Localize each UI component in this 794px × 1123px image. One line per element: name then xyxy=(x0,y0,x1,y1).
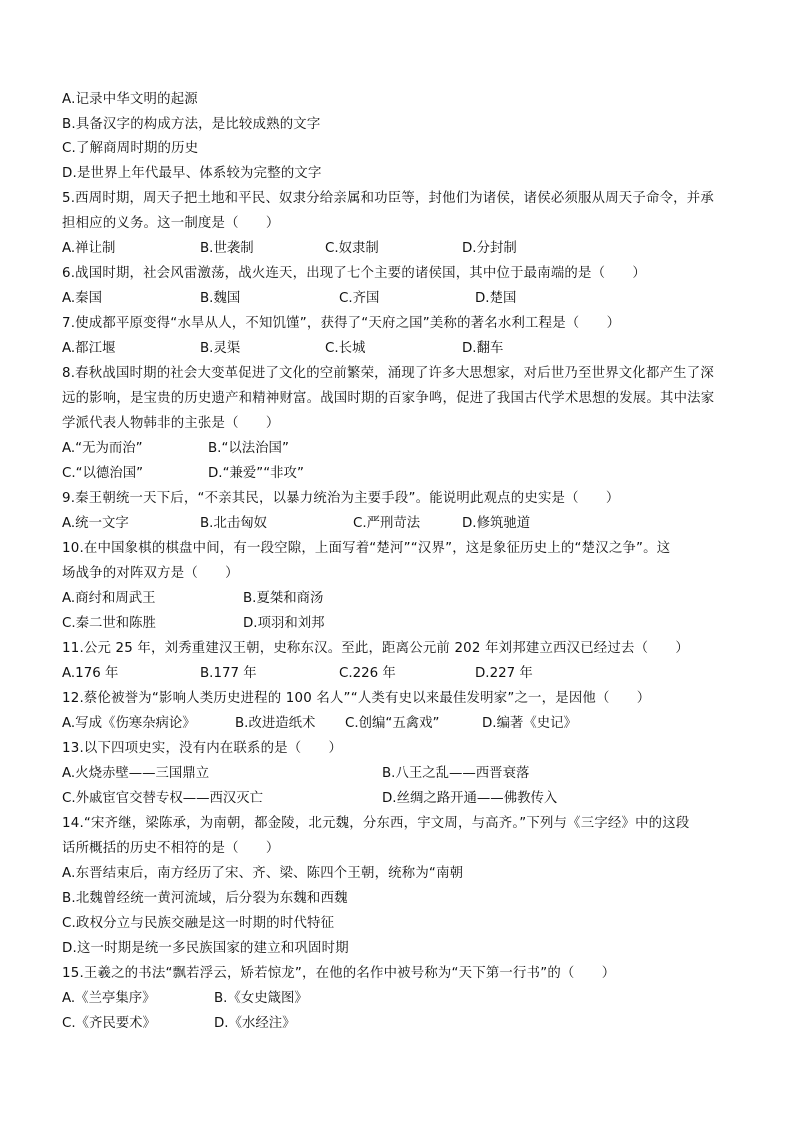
q7-stem: 7.使成都平原变得“水旱从人，不知饥馑”，获得了“天府之国”美称的著名水利工程是（ ） xyxy=(62,316,621,331)
q13-option-a: A.火烧赤壁——三国鼎立 xyxy=(62,766,210,781)
q9-stem: 9.秦王朝统一天下后，“不亲其民，以暴力统治为主要手段”。能说明此观点的史实是（ ） xyxy=(62,491,620,506)
q8-stem-line1: 8.春秋战国时期的社会大变革促进了文化的空前繁荣，涌现了许多大思想家，对后世乃至世界文化都产生了深 xyxy=(62,366,714,381)
q14-option-c: C.政权分立与民族交融是这一时期的时代特征 xyxy=(62,916,335,931)
q12-option-d: D.编著《史记》 xyxy=(482,716,577,731)
q7-option-b: B.灵渠 xyxy=(200,341,241,356)
q8-option-b: B.“以法治国” xyxy=(208,441,289,456)
q7-option-d: D.翻车 xyxy=(462,341,504,356)
q6-option-d: D.楚国 xyxy=(475,291,517,306)
q10-option-a: A.商纣和周武王 xyxy=(62,591,156,606)
q6-option-c: C.齐国 xyxy=(339,291,380,306)
q12-option-c: C.创编“五禽戏” xyxy=(345,716,440,731)
q12-option-b: B.改进造纸术 xyxy=(235,716,316,731)
q6-option-b: B.魏国 xyxy=(200,291,241,306)
q4-option-d: D.是世界上年代最早、体系较为完整的文字 xyxy=(62,166,322,181)
q10-option-b: B.夏桀和商汤 xyxy=(243,591,324,606)
q12-option-a: A.写成《伤寒杂病论》 xyxy=(62,716,196,731)
q4-option-b: B.具备汉字的构成方法，是比较成熟的文字 xyxy=(62,117,321,132)
q4-option-c: C.了解商周时期的历史 xyxy=(62,141,199,156)
q6-stem: 6.战国时期，社会风雷激荡，战火连天，出现了七个主要的诸侯国，其中位于最南端的是（ ） xyxy=(62,266,646,281)
q5-option-a: A.禅让制 xyxy=(62,241,116,256)
q14-stem-line2: 话所概括的历史不相符的是（ ） xyxy=(62,841,280,856)
q8-stem-line2: 远的影响，是宝贵的历史遗产和精神财富。战国时期的百家争鸣，促进了我国古代学术思想的发展。其中法家 xyxy=(62,391,715,406)
q7-option-c: C.长城 xyxy=(325,341,366,356)
q8-option-a: A.“无为而治” xyxy=(62,441,143,456)
q7-option-a: A.都江堰 xyxy=(62,341,116,356)
q5-option-d: D.分封制 xyxy=(462,241,517,256)
q6-option-a: A.秦国 xyxy=(62,291,102,306)
q11-stem: 11.公元 25 年，刘秀重建汉王朝，史称东汉。至此，距离公元前 202 年刘邦建立西汉已经过去（ ） xyxy=(62,641,689,656)
q14-option-a: A.东晋结束后，南方经历了宋、齐、梁、陈四个王朝，统称为“南朝 xyxy=(62,866,464,881)
q9-option-c: C.严刑苛法 xyxy=(353,516,421,531)
q10-option-c: C.秦二世和陈胜 xyxy=(62,616,156,631)
q13-stem: 13.以下四项史实，没有内在联系的是（ ） xyxy=(62,741,343,756)
q11-option-d: D.227 年 xyxy=(475,666,533,681)
q15-option-b: B.《女史箴图》 xyxy=(214,991,308,1006)
q14-stem-line1: 14.“宋齐继，梁陈承，为南朝，都金陵，北元魏，分东西，宇文周，与高齐。”下列与《三字经》中的这段 xyxy=(62,816,690,831)
q5-option-c: C.奴隶制 xyxy=(325,241,379,256)
q10-option-d: D.项羽和刘邦 xyxy=(243,616,325,631)
q9-option-b: B.北击匈奴 xyxy=(200,516,268,531)
q13-option-c: C.外戚宦官交替专权——西汉灭亡 xyxy=(62,791,264,806)
q12-stem: 12.蔡伦被誉为“影响人类历史进程的 100 名人”“人类有史以来最佳发明家”之一，是因他（ ） xyxy=(62,691,651,706)
q15-option-a: A.《兰亭集序》 xyxy=(62,991,156,1006)
q5-option-b: B.世袭制 xyxy=(200,241,254,256)
q4-option-a: A.记录中华文明的起源 xyxy=(62,92,198,107)
q15-option-c: C.《齐民要术》 xyxy=(62,1016,156,1031)
q5-stem-line1: 5.西周时期，周天子把土地和平民、奴隶分给亲属和功臣等，封他们为诸侯，诸侯必须服从周天子命令，并承 xyxy=(62,191,714,206)
q8-stem-line3: 学派代表人物韩非的主张是（ ） xyxy=(62,416,280,431)
q8-option-d: D.“兼爱”“非攻” xyxy=(208,466,304,481)
q9-option-a: A.统一文字 xyxy=(62,516,129,531)
q11-option-b: B.177 年 xyxy=(200,666,257,681)
q13-option-b: B.八王之乱——西晋衰落 xyxy=(382,766,530,781)
q8-option-c: C.“以德治国” xyxy=(62,466,144,481)
q11-option-a: A.176 年 xyxy=(62,666,119,681)
q10-stem-line2: 场战争的对阵双方是（ ） xyxy=(62,566,239,581)
q15-option-d: D.《水经注》 xyxy=(214,1016,296,1031)
q9-option-d: D.修筑驰道 xyxy=(462,516,531,531)
q14-option-d: D.这一时期是统一多民族国家的建立和巩固时期 xyxy=(62,941,349,956)
q5-stem-line2: 担相应的义务。这一制度是（ ） xyxy=(62,216,280,231)
q14-option-b: B.北魏曾经统一黄河流域，后分裂为东魏和西魏 xyxy=(62,891,348,906)
q15-stem: 15.王羲之的书法“飘若浮云，矫若惊龙”，在他的名作中被号称为“天下第一行书”的（ ） xyxy=(62,966,616,981)
q11-option-c: C.226 年 xyxy=(339,666,396,681)
q10-stem-line1: 10.在中国象棋的棋盘中间，有一段空隙，上面写着“楚河”“汉界”，这是象征历史上的“楚汉之争”。这 xyxy=(62,541,671,556)
q13-option-d: D.丝绸之路开通——佛教传入 xyxy=(382,791,558,806)
